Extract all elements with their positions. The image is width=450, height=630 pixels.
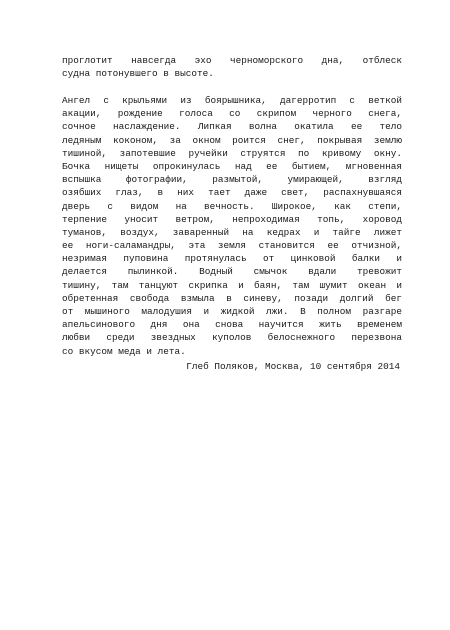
- text-line: от мышиного малодушия и жидкой лжи. В полном разгаре: [62, 306, 402, 317]
- text-line: терпение уносит ветром, непроходимая топь, хоровод: [62, 213, 402, 225]
- text-line: апельсинового дня она снова научится жить временем: [62, 319, 402, 331]
- text-line: вспышка фотографии, размытой, умирающей, взгляд: [62, 174, 402, 186]
- text-line: ледяным коконом, за окном роится снег, покрывая землю: [62, 134, 402, 146]
- text-line: незримая пуповина протянулась от цинковой балки и: [62, 253, 402, 265]
- text-line: озябших глаз, в них тает даже свет, распахнувшаяся: [62, 187, 402, 199]
- text-line: туманов, воздух, заваренный на кедрах и тайге лижет: [62, 226, 402, 238]
- text-line: со вкусом меда и лета.: [62, 345, 186, 357]
- text-line: делается пылинкой. Водный смычок вдали тревожит: [62, 266, 402, 278]
- text-line: судна потонувшего в высоте.: [62, 68, 214, 80]
- paragraph-2: [62, 94, 402, 358]
- text-line: обретенная свобода взмыла в синеву, позади долгий бег: [62, 292, 402, 304]
- text-line: тишину, там танцуют скрипка и баян, там шумит океан и: [62, 279, 402, 291]
- text-line: дверь с видом на вечность. Широкое, как степи,: [62, 200, 402, 212]
- paragraph-1: [62, 54, 402, 80]
- text-line: сочное наслаждение. Липкая волна окатила ее тело: [62, 121, 402, 133]
- text-line: Ангел с крыльями из боярышника, дагерротип с веткой: [62, 95, 402, 106]
- text-line: акации, рождение голоса со скрипом черного снега,: [62, 108, 402, 120]
- text-line: проглотит навсегда эхо черноморского дна, отблеск: [62, 55, 402, 66]
- author-signature: Глеб Поляков, Москва, 10 сентября 2014: [186, 361, 400, 372]
- text-line: тишиной, запотевшие ручейки струятся по кривому окну.: [62, 147, 402, 159]
- text-line: ее ноги-саламандры, эта земля становится ее отчизной,: [62, 240, 402, 252]
- text-line: любви среди звездных куполов белоснежного перезвона: [62, 332, 402, 344]
- text-line: Бочка нищеты опрокинулась над ее бытием, мгновенная: [62, 160, 402, 172]
